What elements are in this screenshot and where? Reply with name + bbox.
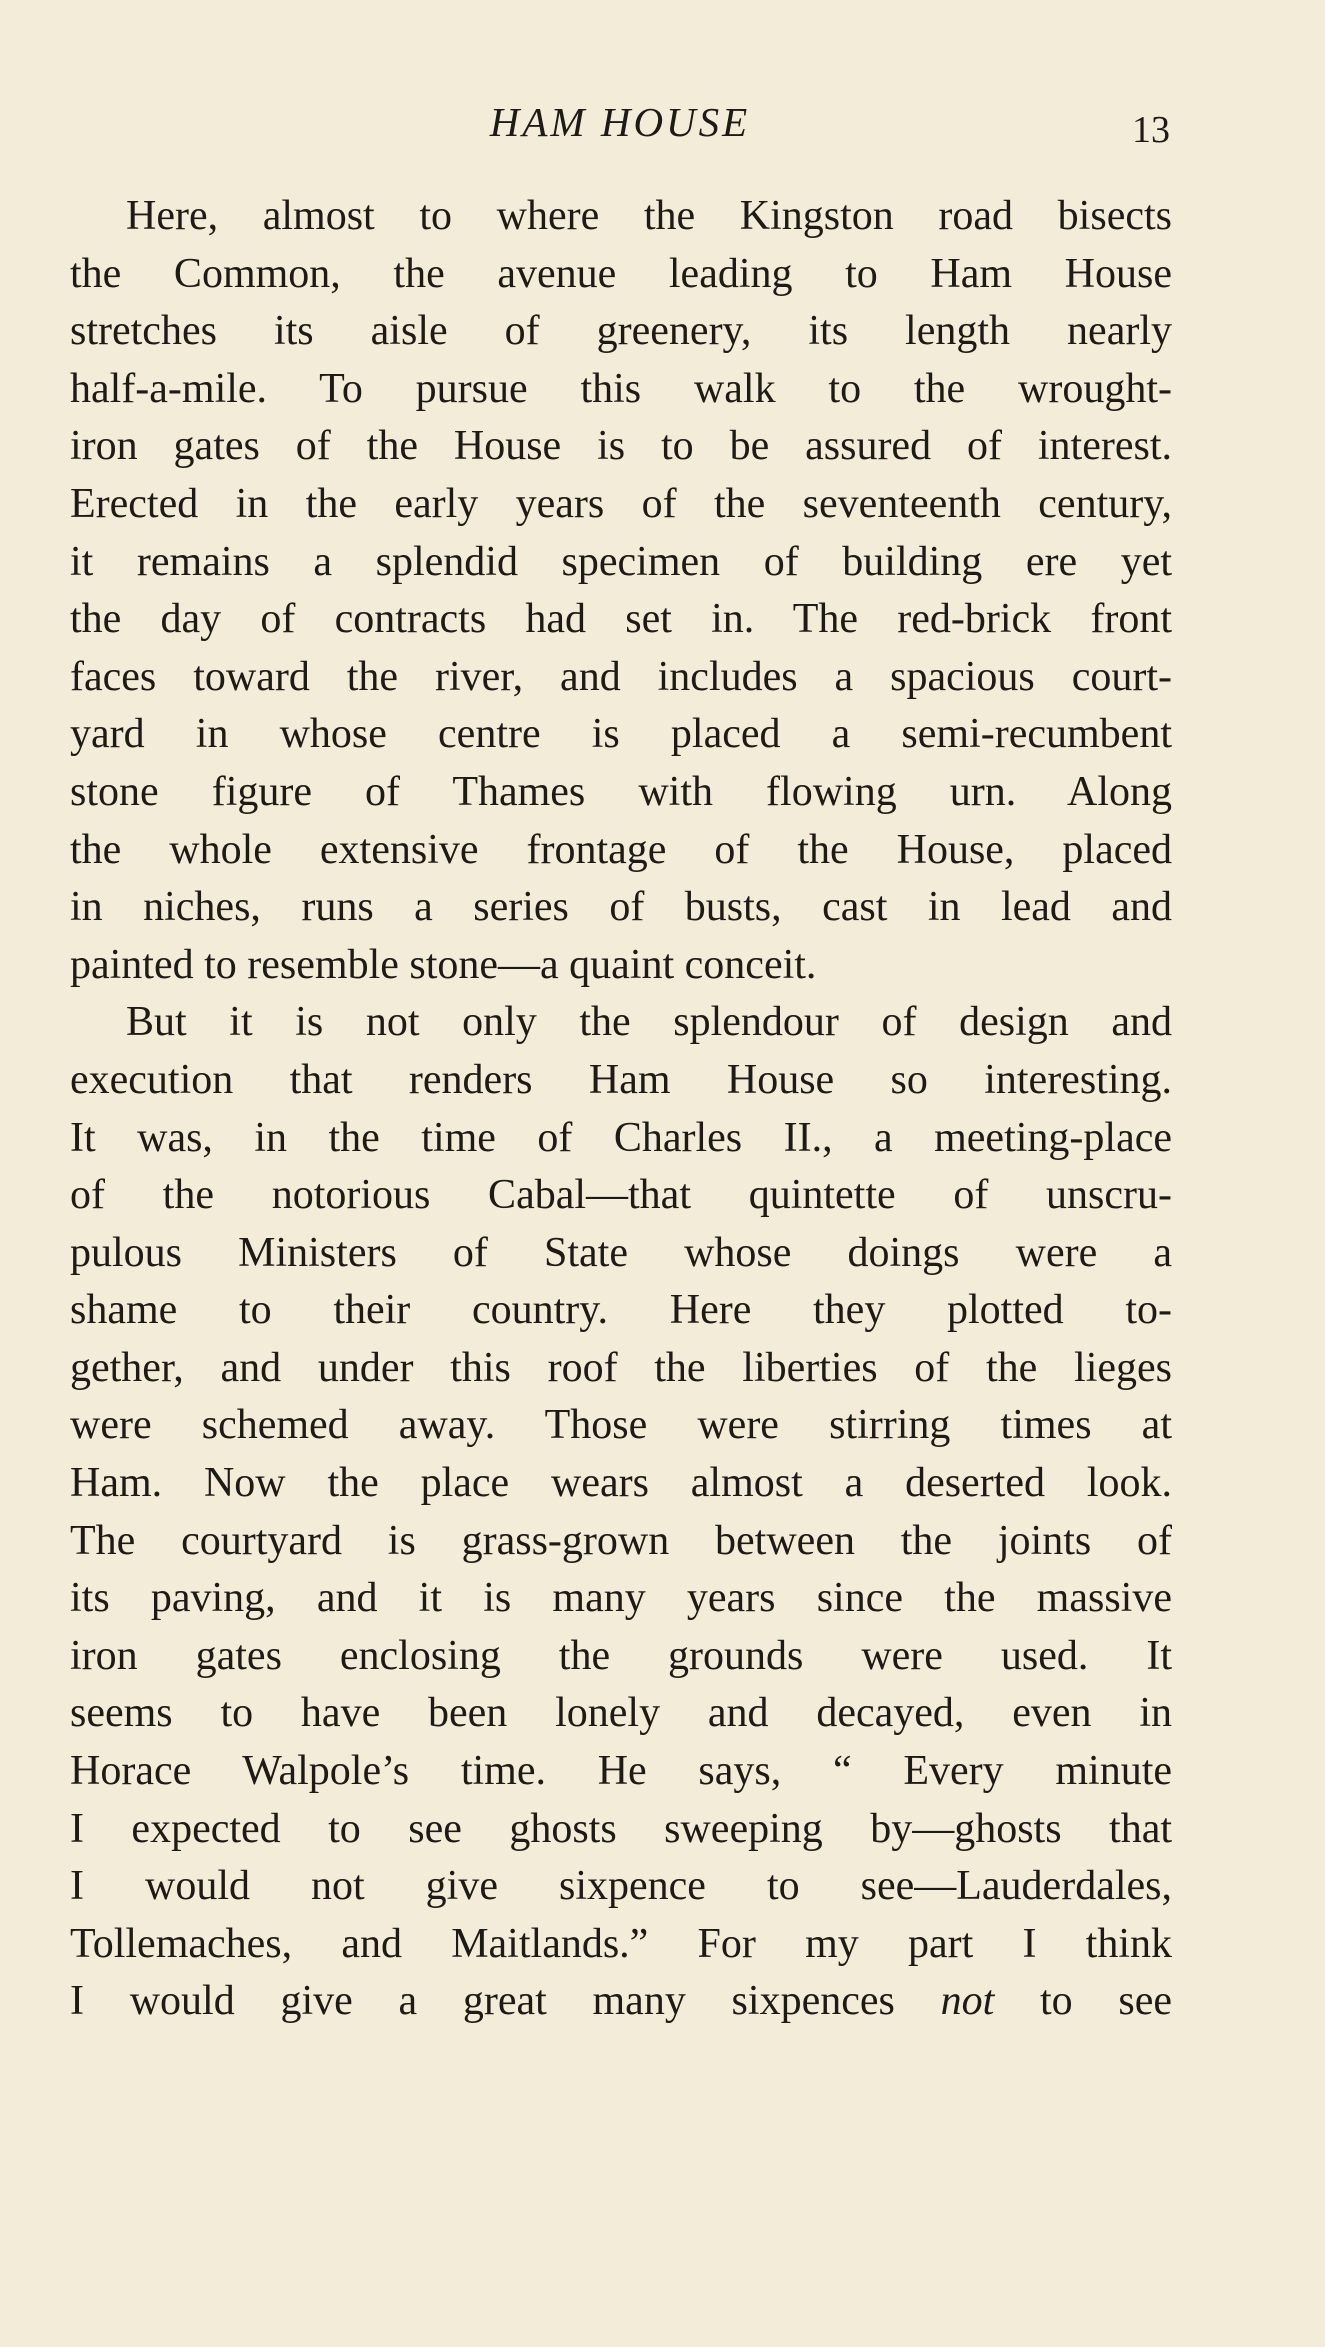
- text-line: It was, in the time of Charles II., a meeting-place: [70, 1114, 1172, 1161]
- text-line: yard in whose centre is placed a semi-recumbent: [70, 711, 1172, 758]
- text-line: pulous Ministers of State whose doings were a: [70, 1229, 1172, 1276]
- running-head: [0, 98, 1325, 151]
- text-line: the Common, the avenue leading to Ham House: [70, 250, 1172, 297]
- body-text: [70, 188, 1172, 2031]
- text-line: I expected to see ghosts sweeping by—ghosts that: [70, 1805, 1172, 1852]
- text-line: Here, almost to where the Kingston road bisects: [126, 193, 1172, 239]
- text-line: execution that renders Ham House so interesting.: [70, 1056, 1172, 1103]
- text-line: faces toward the river, and includes a spacious court-: [70, 653, 1172, 700]
- text-segment: I would give a great many sixpences: [70, 1978, 941, 2025]
- text-line: its paving, and it is many years since the massive: [70, 1575, 1172, 1622]
- text-line: Tollemaches, and Maitlands.” For my part I think: [70, 1920, 1172, 1967]
- text-line: iron gates enclosing the grounds were used. It: [70, 1632, 1172, 1679]
- text-segment: to see: [994, 1978, 1172, 2025]
- page-number: 13: [1132, 109, 1170, 151]
- text-line: the whole extensive frontage of the House, placed: [70, 826, 1172, 873]
- text-line: stone figure of Thames with flowing urn. Along: [70, 768, 1172, 815]
- text-line: of the notorious Cabal—that quintette of unscru-: [70, 1172, 1172, 1219]
- text-line: Horace Walpole’s time. He says, “ Every minute: [70, 1748, 1172, 1795]
- text-line: The courtyard is grass-grown between the joints of: [70, 1517, 1172, 1564]
- text-line: painted to resemble stone—a quaint conceit.: [70, 941, 817, 988]
- text-line: were schemed away. Those were stirring times at: [70, 1402, 1172, 1449]
- text-line: gether, and under this roof the liberties of the lieges: [70, 1344, 1172, 1391]
- text-line: iron gates of the House is to be assured of interest.: [70, 423, 1172, 470]
- text-line: in niches, runs a series of busts, cast in lead and: [70, 884, 1172, 931]
- italic-word: not: [940, 1978, 995, 2025]
- text-line: Ham. Now the place wears almost a deserted look.: [70, 1460, 1172, 1507]
- running-title: HAM HOUSE: [489, 99, 751, 145]
- text-line: Erected in the early years of the seventeenth century,: [70, 480, 1172, 527]
- text-line: I would not give sixpence to see—Lauderdales,: [70, 1863, 1172, 1910]
- text-line: seems to have been lonely and decayed, even in: [70, 1690, 1172, 1737]
- text-line: shame to their country. Here they plotted to-: [70, 1287, 1172, 1334]
- text-line: the day of contracts had set in. The red-brick front: [70, 596, 1172, 643]
- text-line: it remains a splendid specimen of building ere yet: [70, 538, 1172, 585]
- text-line: half-a-mile. To pursue this walk to the wrought-: [70, 365, 1172, 412]
- text-line-final: [70, 1973, 1172, 2031]
- text-line: But it is not only the splendour of design and: [126, 999, 1172, 1046]
- text-line: stretches its aisle of greenery, its length nearly: [70, 308, 1172, 355]
